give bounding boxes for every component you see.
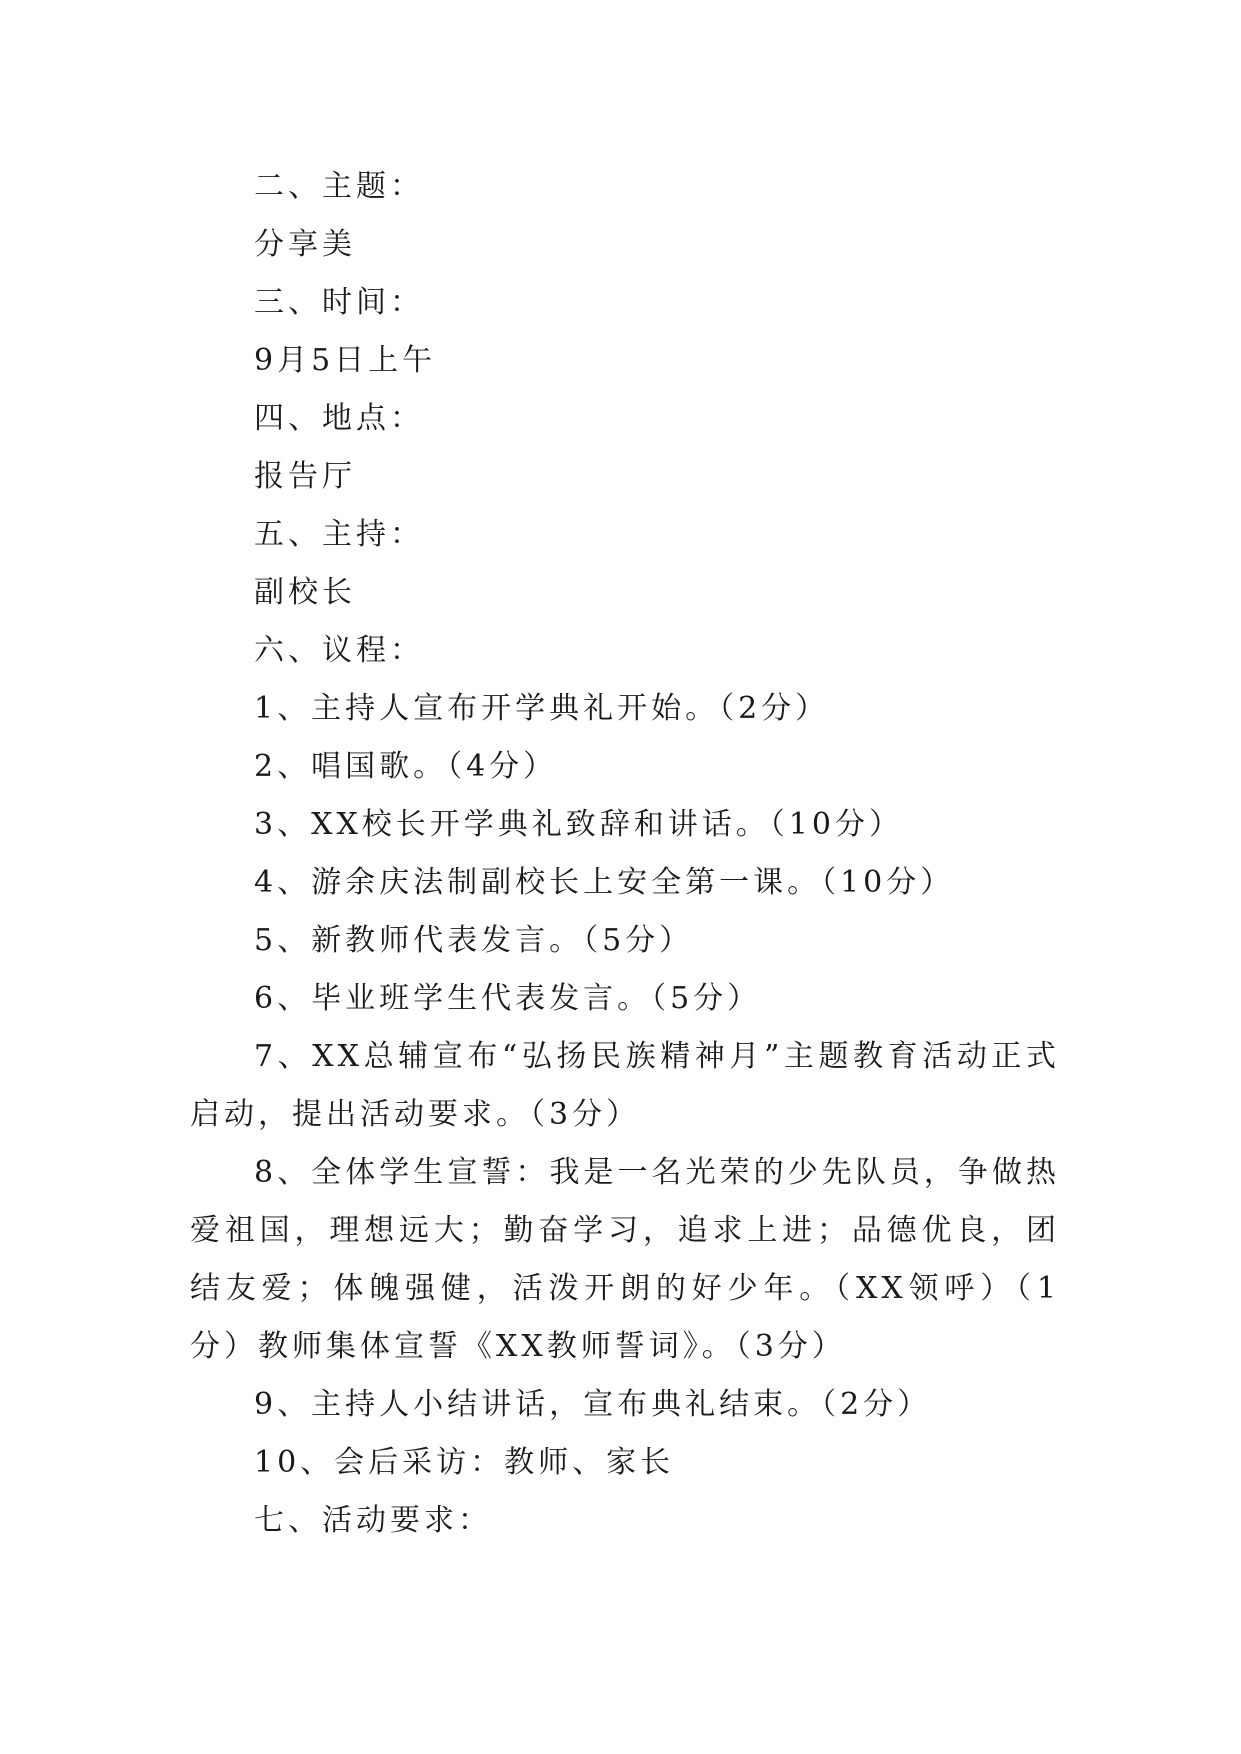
agenda-item-9: 9、主持人小结讲话，宣布典礼结束。（2分） bbox=[254, 1387, 932, 1422]
agenda-item-7: 7、XX总辅宣布“弘扬民族精神月”主题教育活动正式启动，提出活动要求。（3分） bbox=[190, 1039, 1060, 1132]
heading-time: 三、时间： bbox=[254, 285, 424, 320]
heading-location: 四、地点： bbox=[254, 401, 424, 436]
host-value: 副校长 bbox=[254, 575, 356, 610]
heading-host: 五、主持： bbox=[254, 517, 424, 552]
agenda-item-6: 6、毕业班学生代表发言。（5分） bbox=[254, 981, 762, 1016]
time-value: 9月5日上午 bbox=[254, 343, 437, 378]
agenda-item-3: 3、XX校长开学典礼致辞和讲话。（10分） bbox=[254, 807, 903, 842]
heading-requirements: 七、活动要求： bbox=[254, 1503, 492, 1538]
agenda-item-1: 1、主持人宣布开学典礼开始。（2分） bbox=[254, 691, 830, 726]
agenda-item-5: 5、新教师代表发言。（5分） bbox=[254, 923, 694, 958]
agenda-item-2: 2、唱国歌。（4分） bbox=[254, 749, 558, 784]
theme-value: 分享美 bbox=[254, 227, 356, 262]
agenda-item-8: 8、全体学生宣誓：我是一名光荣的少先队员，争做热爱祖国，理想远大；勤奋学习，追求上进；品德优良，团结友爱；体魄强健，活泼开朗的好少年。（XX领呼）（1分）教师集体宣誓《XX教师誓词》。（3分） bbox=[190, 1155, 1060, 1364]
heading-agenda: 六、议程： bbox=[254, 633, 424, 668]
location-value: 报告厅 bbox=[254, 459, 356, 494]
agenda-item-4: 4、游余庆法制副校长上安全第一课。（10分） bbox=[254, 865, 955, 900]
heading-theme: 二、主题： bbox=[254, 169, 424, 204]
document-body bbox=[190, 158, 1060, 1550]
agenda-item-10: 10、会后采访：教师、家长 bbox=[254, 1445, 675, 1480]
